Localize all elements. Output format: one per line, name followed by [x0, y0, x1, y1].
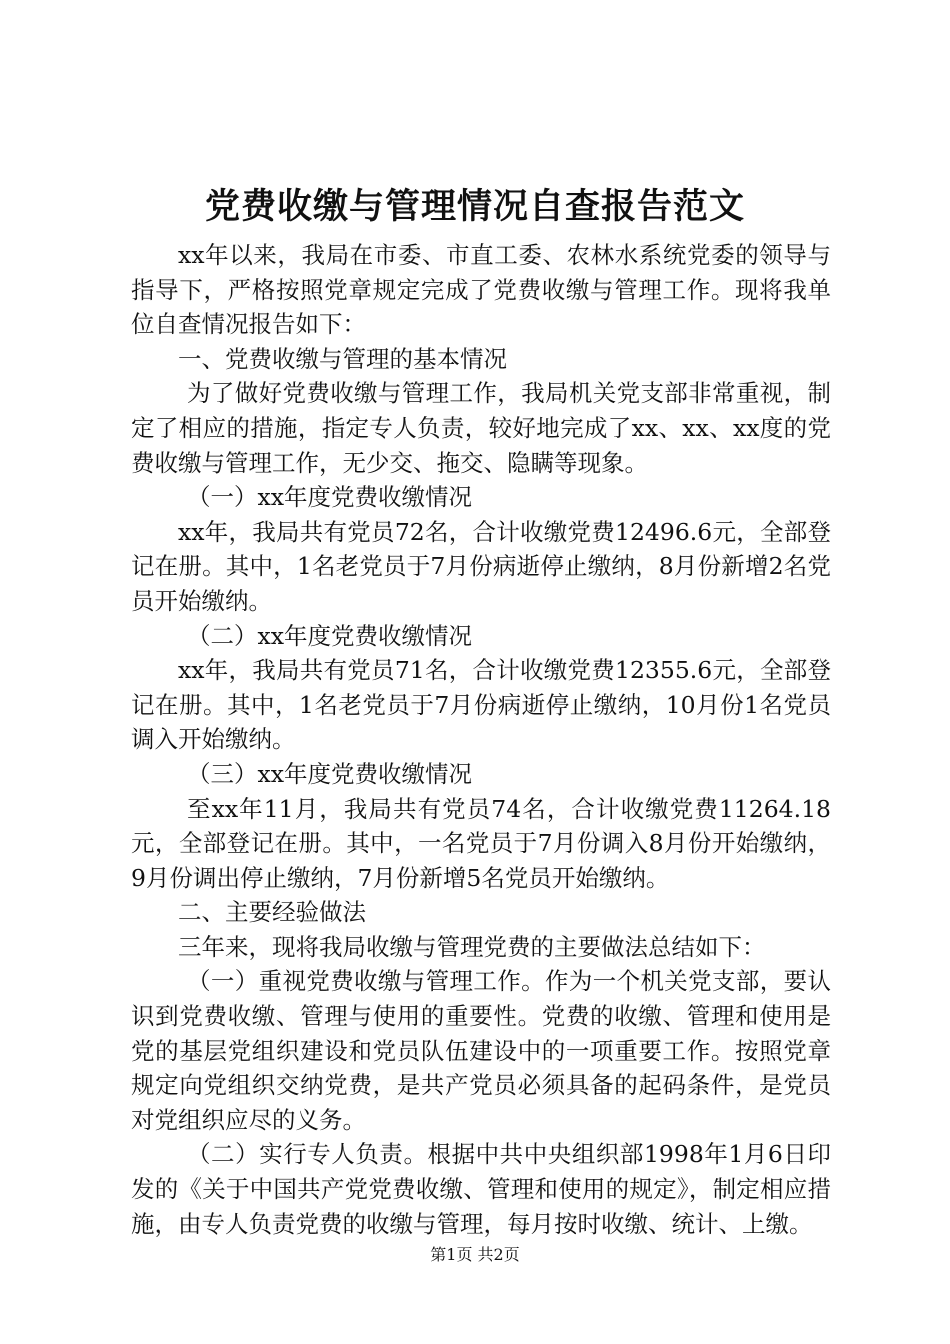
page-number-footer: 第1页 共2页 — [430, 1245, 520, 1264]
paragraph-year-3: 至xx年11月，我局共有党员74名，合计收缴党费11264.18元，全部登记在册。其中，一名党员于7月份调入8月份开始缴纳，9月份调出停止缴纳，7月份新增5名党员开始缴纳。 — [131, 794, 831, 892]
paragraph-intro: xx年以来，我局在市委、市直工委、农林水系统党委的领导与指导下，严格按照党章规定完成了党费收缴与管理工作。现将我单位自查情况报告如下： — [131, 241, 831, 339]
document-body — [131, 238, 831, 1241]
paragraph-basic-situation: 为了做好党费收缴与管理工作，我局机关党支部非常重视，制定了相应的措施，指定专人负责，较好地完成了xx、xx、xx度的党费收缴与管理工作，无少交、拖交、隐瞒等现象。 — [131, 379, 831, 477]
paragraph-year-1: xx年，我局共有党员72名，合计收缴党费12496.6元，全部登记在册。其中，1名老党员于7月份病逝停止缴纳，8月份新增2名党员开始缴纳。 — [131, 517, 831, 615]
section-heading-basic-situation: 一、党费收缴与管理的基本情况 — [178, 344, 507, 373]
subheading-year-2: （二）xx年度党费收缴情况 — [187, 621, 473, 650]
section-heading-experience: 二、主要经验做法 — [178, 898, 366, 927]
document-title: 党费收缴与管理情况自查报告范文 — [204, 187, 745, 227]
subheading-year-3: （三）xx年度党费收缴情况 — [187, 759, 473, 788]
paragraph-practice-2: （二）实行专人负责。根据中共中央组织部1998年1月6日印发的《关于中国共产党党费收缴、管理和使用的规定》，制定相应措施，由专人负责党费的收缴与管理，每月按时收缴、统计、上缴。 — [131, 1140, 831, 1238]
paragraph-practice-1: （一）重视党费收缴与管理工作。作为一个机关党支部，要认识到党费收缴、管理与使用的重要性。党费的收缴、管理和使用是党的基层党组织建设和党员队伍建设中的一项重要工作。按照党章规定向党组织交纳党费，是共产党员必须具备的起码条件，是党员对党组织应尽的义务。 — [131, 967, 831, 1134]
paragraph-experience-intro: 三年来，现将我局收缴与管理党费的主要做法总结如下： — [178, 932, 766, 961]
subheading-year-1: （一）xx年度党费收缴情况 — [187, 483, 473, 512]
paragraph-year-2: xx年，我局共有党员71名，合计收缴党费12355.6元，全部登记在册。其中，1名老党员于7月份病逝停止缴纳，10月份1名党员调入开始缴纳。 — [131, 656, 831, 754]
